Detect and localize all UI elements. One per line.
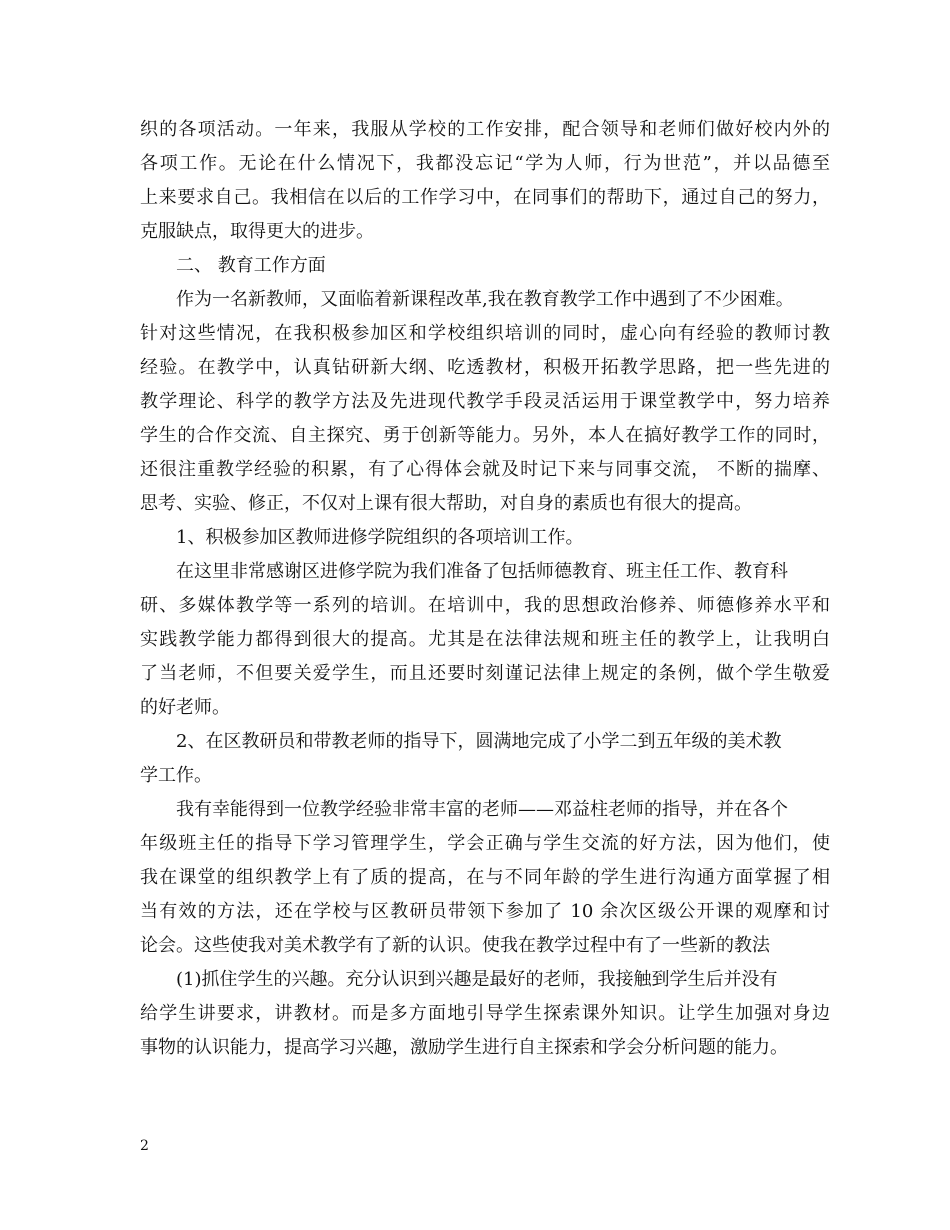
text-line: 事物的认识能力，提高学习兴趣，激励学生进行自主探索和学会分析问题的能力。 (140, 1037, 788, 1058)
text-line: 织的各项活动。一年来，我服从学校的工作安排，配合领导和老师们做好校内外的 (140, 119, 830, 140)
text-line: 克服缺点，取得更大的进步。 (140, 221, 374, 242)
text-line: 思考、实验、修正，不仅对上课有很大帮助，对自身的素质也有很大的提高。 (140, 493, 752, 514)
text-line: 在这里非常感谢区进修学院为我们准备了包括师德教育、班主任工作、教育科 (176, 561, 788, 582)
section-heading: 二、 教育工作方面 (176, 255, 326, 276)
text-line: 我在课堂的组织教学上有了质的提高，在与不同年龄的学生进行沟通方面掌握了相 (140, 867, 830, 888)
text-line: (1)抓住学生的兴趣。充分认识到兴趣是最好的老师，我接触到学生后并没有 (176, 969, 778, 990)
text-line: 当有效的方法，还在学校与区教研员带领下参加了 10 余次区级公开课的观摩和讨 (140, 901, 830, 922)
subheading-2: 2、在区教研员和带教老师的指导下，圆满地完成了小学二到五年级的美术教 (176, 731, 782, 752)
text-line: 研、多媒体教学等一系列的培训。在培训中，我的思想政治修养、师德修养水平和 (140, 595, 830, 616)
text-line: 实践教学能力都得到很大的提高。尤其是在法律法规和班主任的教学上，让我明白 (140, 629, 830, 650)
text-line: 了当老师，不但要关爱学生，而且还要时刻谨记法律上规定的条例，做个学生敬爱 (140, 663, 830, 684)
text-line: 教学理论、科学的教学方法及先进现代教学手段灵活运用于课堂教学中，努力培养 (140, 391, 830, 412)
text-line: 作为一名新教师，又面临着新课程改革,我在教育教学工作中遇到了不少困难。 (176, 289, 794, 310)
text-line: 的好老师。 (140, 697, 230, 718)
text-line: 针对这些情况，在我积极参加区和学校组织培训的同时，虚心向有经验的教师讨教 (140, 323, 830, 344)
page-number: 2 (140, 1138, 149, 1154)
text-line: 学生的合作交流、自主探究、勇于创新等能力。另外，本人在搞好教学工作的同时， (140, 425, 830, 446)
subheading-1: 1、积极参加区教师进修学院组织的各项培训工作。 (176, 527, 584, 548)
text-line: 年级班主任的指导下学习管理学生，学会正确与学生交流的好方法，因为他们，使 (140, 833, 830, 854)
text-line: 论会。这些使我对美术教学有了新的认识。使我在教学过程中有了一些新的教法 (140, 935, 770, 956)
text-line: 我有幸能得到一位教学经验非常丰富的老师——邓益柱老师的指导，并在各个 (176, 799, 788, 820)
text-line: 还很注重教学经验的积累，有了心得体会就及时记下来与同事交流， 不断的揣摩、 (140, 459, 830, 480)
document-body (140, 113, 830, 1065)
text-line: 各项工作。无论在什么情况下，我都没忘记“学为人师，行为世范”，并以品德至 (140, 153, 830, 174)
text-line: 给学生讲要求，讲教材。而是多方面地引导学生探索课外知识。让学生加强对身边 (140, 1003, 830, 1024)
text-line: 经验。在教学中，认真钻研新大纲、吃透教材，积极开拓教学思路，把一些先进的 (140, 357, 830, 378)
text-line: 上来要求自己。我相信在以后的工作学习中，在同事们的帮助下，通过自己的努力， (140, 187, 830, 208)
text-line: 学工作。 (140, 765, 212, 786)
